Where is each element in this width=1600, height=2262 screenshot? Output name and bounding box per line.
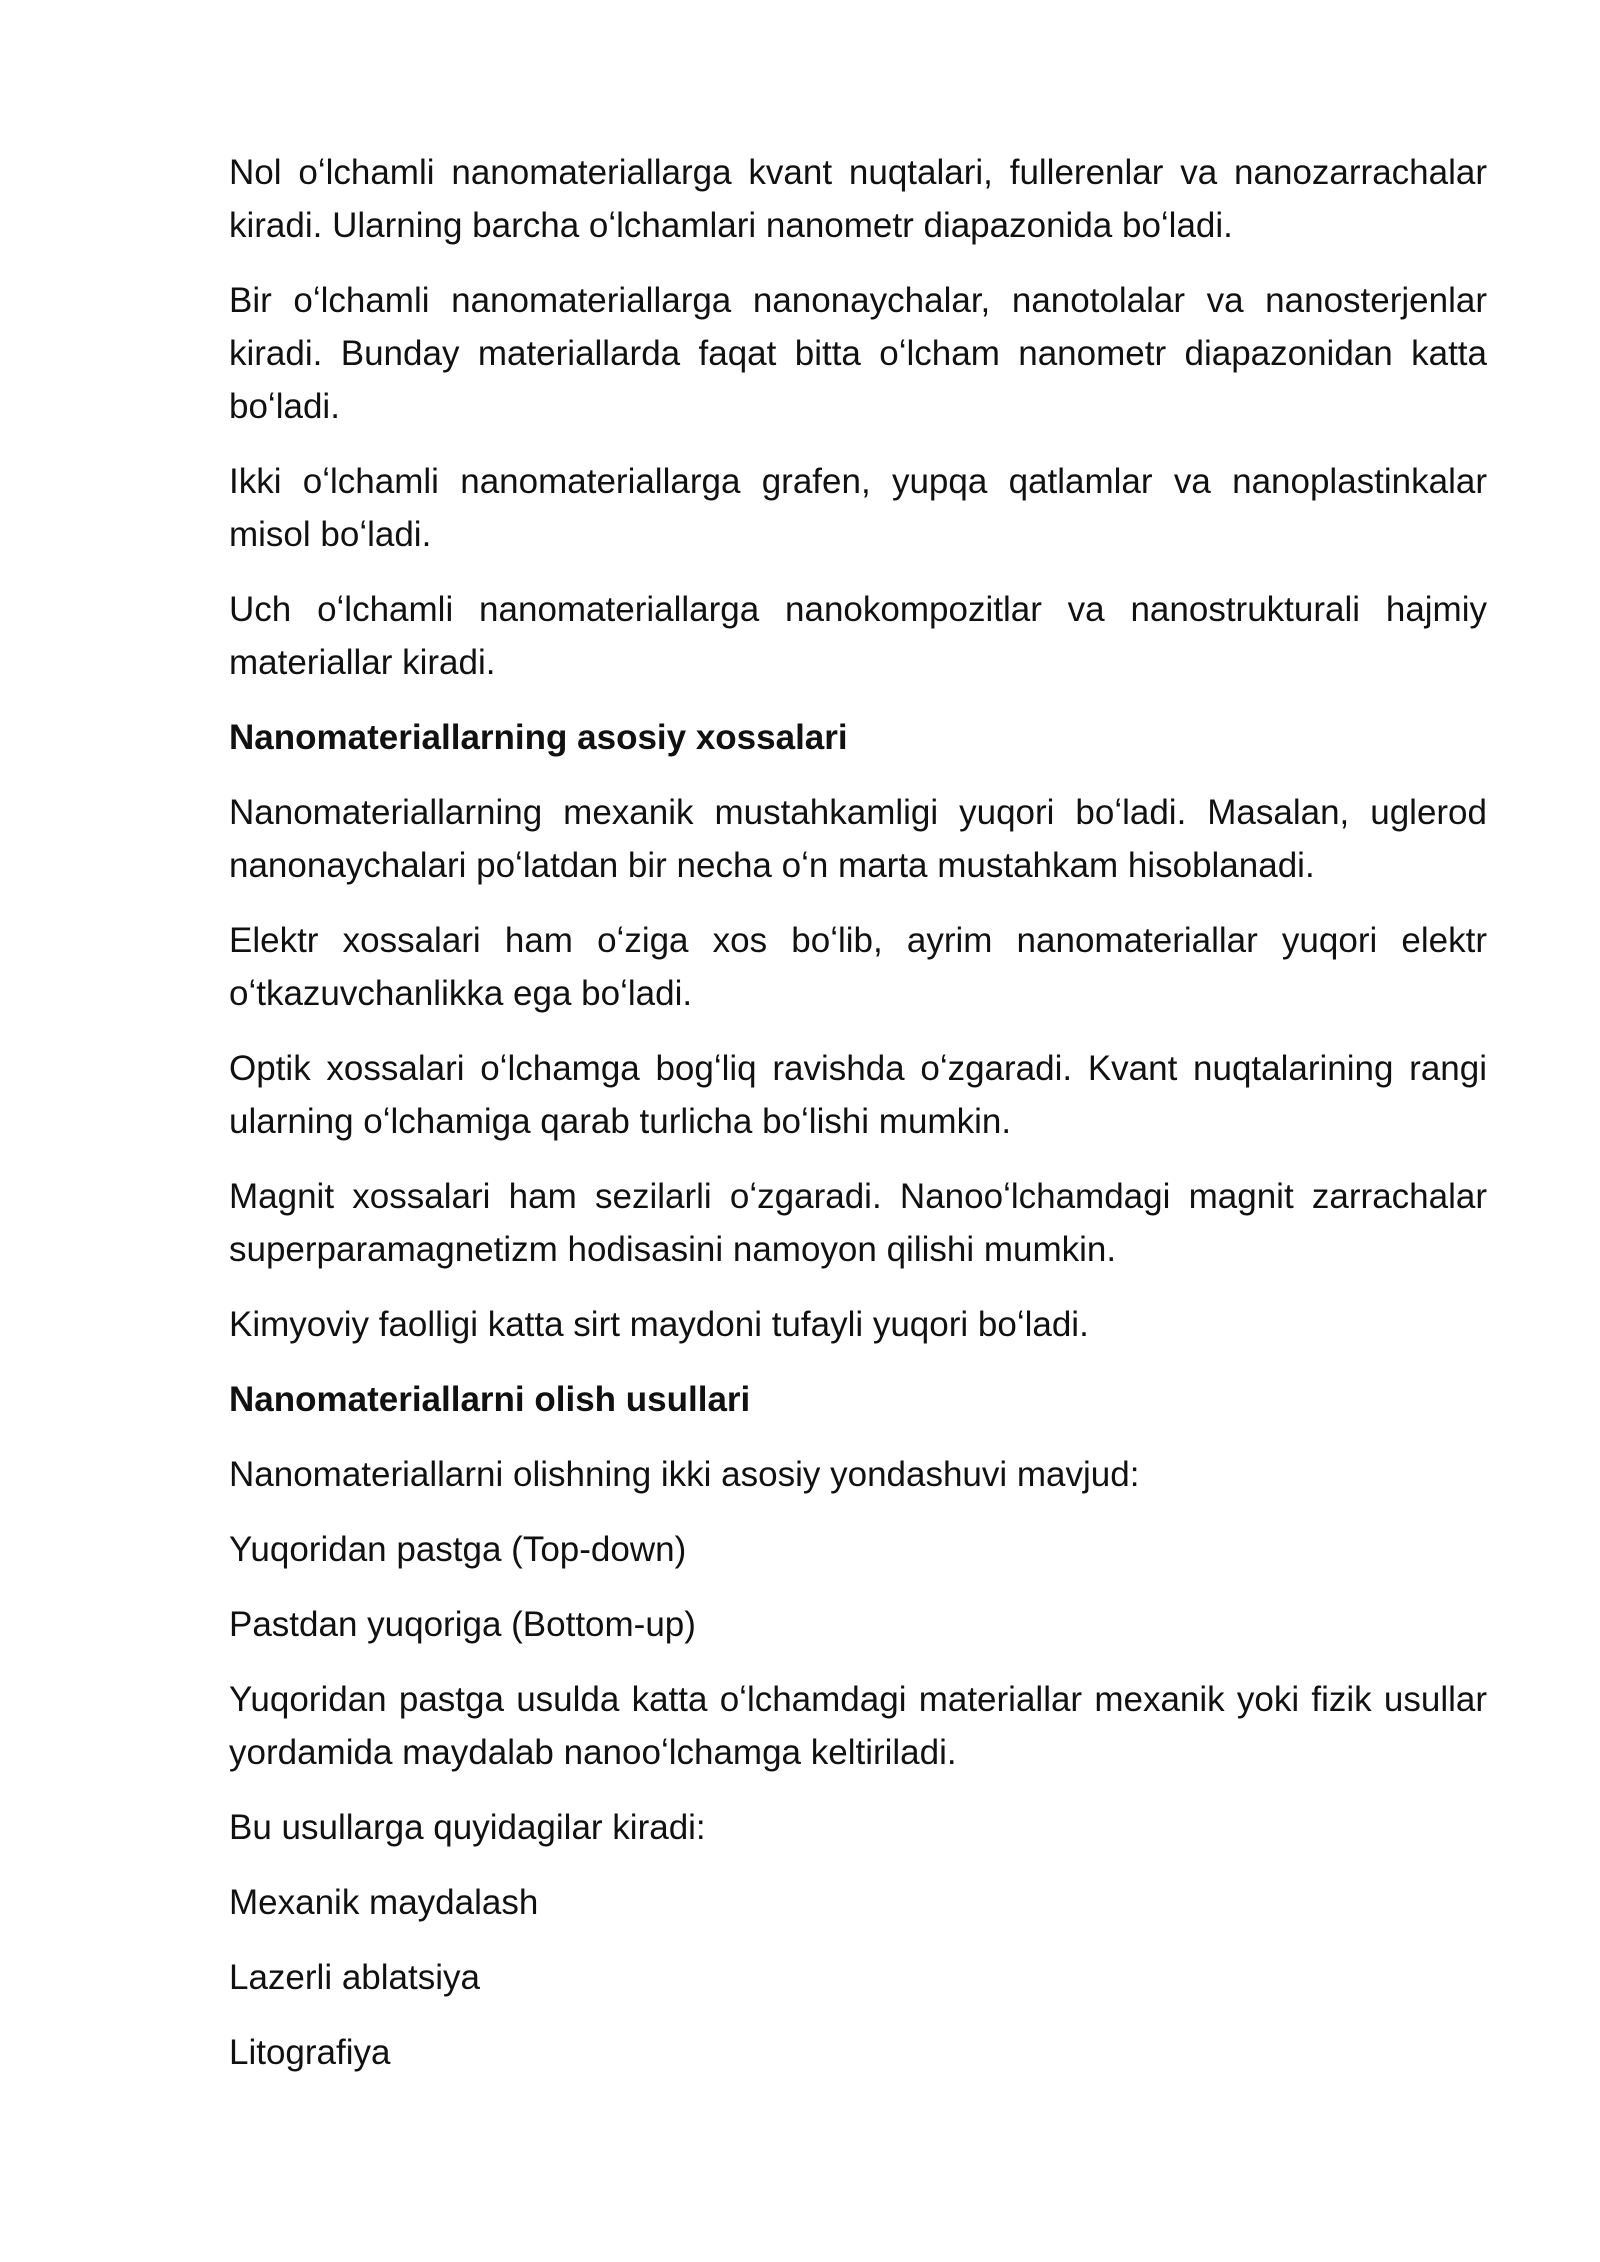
paragraph-one-dimensional: Bir oʻlchamli nanomateriallarga nanonaychalar, nanotolalar va nanosterjenlar kiradi. Bunday materiallarda faqat bitta oʻlcham nanometr diapazonidan katta boʻladi. — [229, 281, 1487, 426]
paragraph-approaches: Nanomateriallarni olishning ikki asosiy yondashuvi mavjud: — [229, 1455, 1140, 1494]
paragraph-top-down-description: Yuqoridan pastga usulda katta oʻlchamdagi materiallar mexanik yoki fizik usullar yordamida maydalab nanooʻlchamga keltiriladi. — [229, 1680, 1487, 1772]
paragraph-methods-intro: Bu usullarga quyidagilar kiradi: — [229, 1808, 706, 1847]
paragraph-chemical: Kimyoviy faolligi katta sirt maydoni tufayli yuqori boʻladi. — [229, 1305, 1089, 1344]
paragraph-magnetic: Magnit xossalari ham sezilarli oʻzgaradi. Nanooʻlchamdagi magnit zarrachalar superparamagnetizm hodisasini namoyon qilishi mumkin. — [229, 1177, 1487, 1269]
list-item-laser-ablation: Lazerli ablatsiya — [229, 1958, 480, 1997]
paragraph-two-dimensional: Ikki oʻlchamli nanomateriallarga grafen, yupqa qatlamlar va nanoplastinkalar misol boʻladi. — [229, 462, 1487, 554]
paragraph-three-dimensional: Uch oʻlchamli nanomateriallarga nanokompozitlar va nanostrukturali hajmiy materiallar kiradi. — [229, 590, 1487, 682]
section-heading-methods: Nanomateriallarni olish usullari — [229, 1380, 751, 1419]
list-item-mechanical-grinding: Mexanik maydalash — [229, 1883, 539, 1922]
list-item-lithography: Litografiya — [229, 2033, 391, 2072]
section-heading-properties: Nanomateriallarning asosiy xossalari — [229, 718, 848, 757]
list-item-top-down: Yuqoridan pastga (Top-down) — [229, 1530, 687, 1569]
paragraph-zero-dimensional: Nol oʻlchamli nanomateriallarga kvant nuqtalari, fullerenlar va nanozarrachalar kiradi. Ularning barcha oʻlchamlari nanometr diapazonida boʻladi. — [229, 153, 1487, 245]
paragraph-electrical: Elektr xossalari ham oʻziga xos boʻlib, ayrim nanomateriallar yuqori elektr oʻtkazuvchanlikka ega boʻladi. — [229, 921, 1487, 1013]
document-body — [229, 146, 1487, 2101]
paragraph-optical: Optik xossalari oʻlchamga bogʻliq ravishda oʻzgaradi. Kvant nuqtalarining rangi ularning oʻlchamiga qarab turlicha boʻlishi mumkin. — [229, 1049, 1487, 1141]
paragraph-mechanical: Nanomateriallarning mexanik mustahkamligi yuqori boʻladi. Masalan, uglerod nanonaychalari poʻlatdan bir necha oʻn marta mustahkam hisoblanadi. — [229, 793, 1487, 885]
list-item-bottom-up: Pastdan yuqoriga (Bottom-up) — [229, 1605, 696, 1644]
